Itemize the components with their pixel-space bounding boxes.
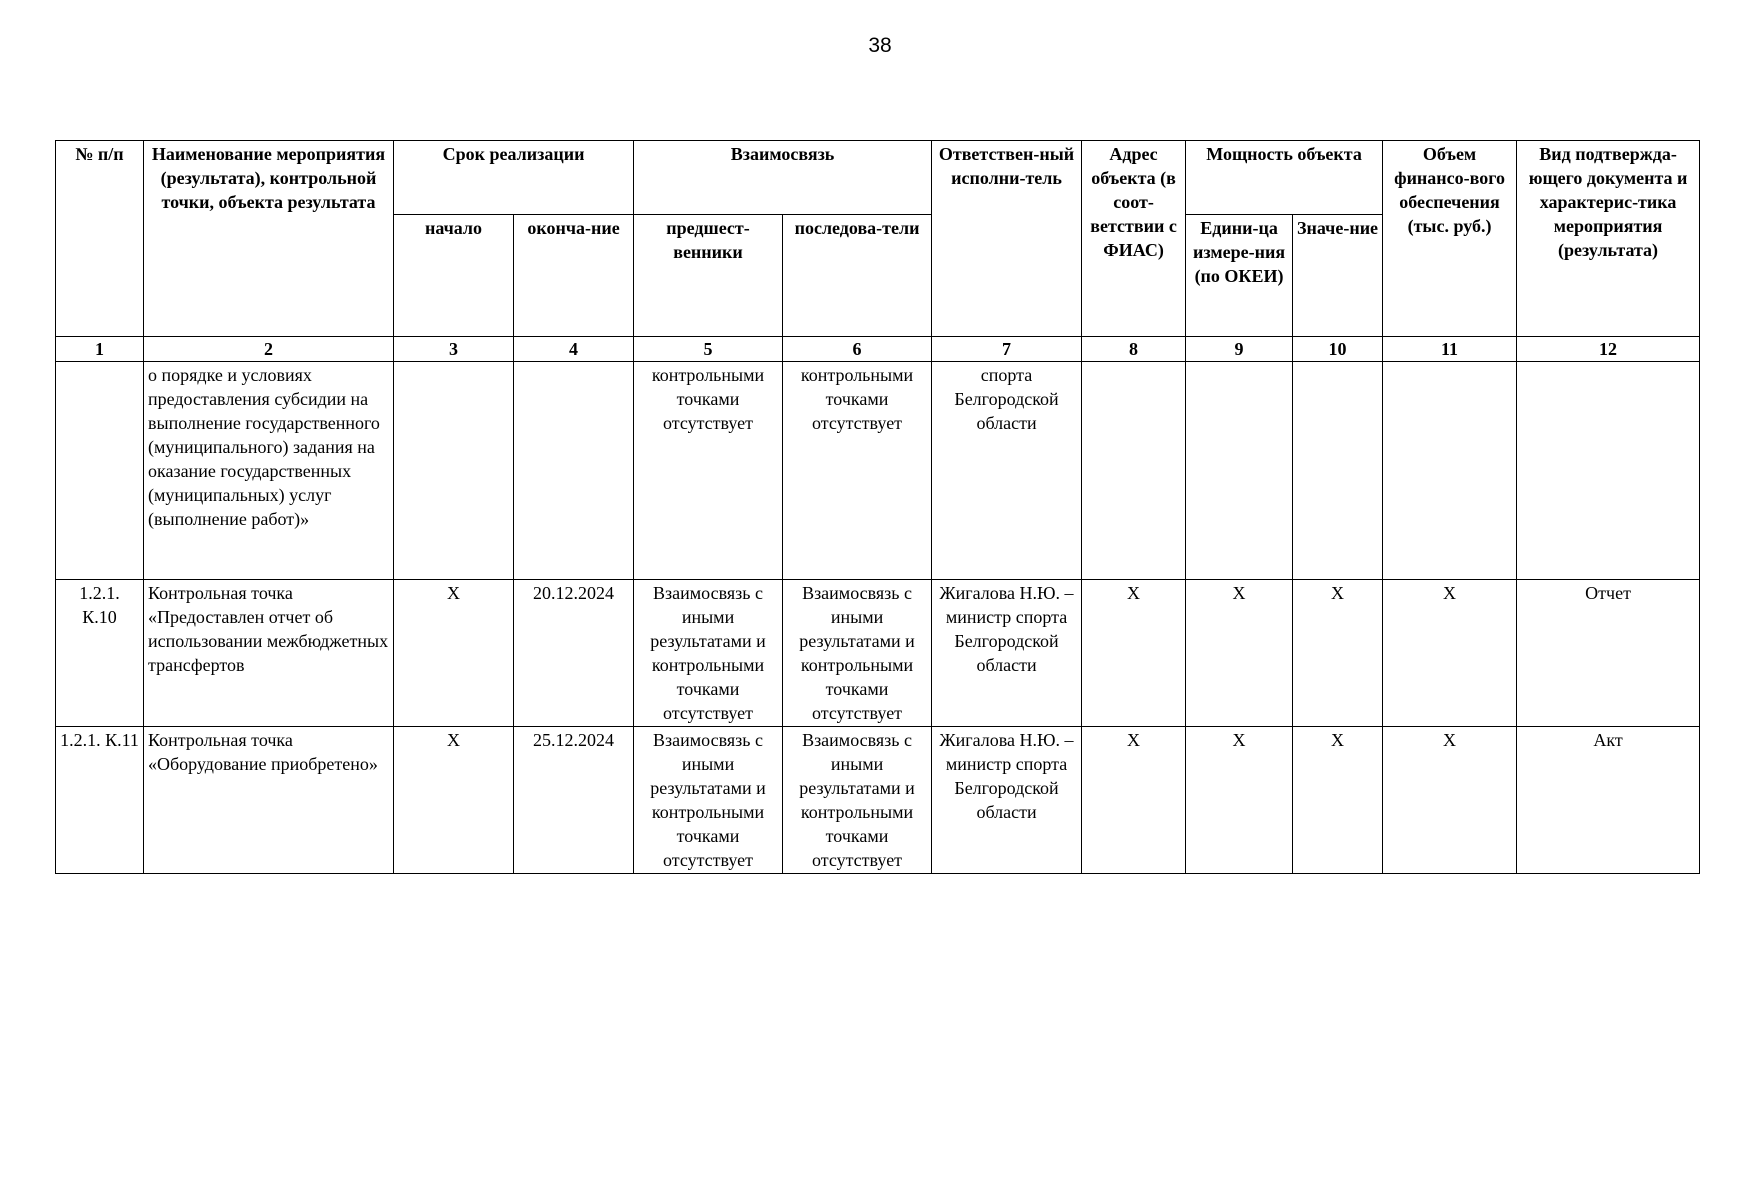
header-link-succ: последова-тели [783, 215, 932, 337]
row-value: X [1293, 727, 1383, 874]
row-document: Отчет [1517, 580, 1700, 727]
row-address [1082, 362, 1186, 580]
row-executor: спорта Белгородской области [932, 362, 1082, 580]
column-number: 3 [394, 337, 514, 362]
row-financing [1383, 362, 1517, 580]
plan-table [55, 140, 1700, 874]
column-number: 7 [932, 337, 1082, 362]
header-document: Вид подтвержда-ющего документа и характерис-тика мероприятия (результата) [1517, 141, 1700, 337]
row-financing: X [1383, 727, 1517, 874]
row-start: X [394, 580, 514, 727]
row-address: X [1082, 727, 1186, 874]
row-successors: Взаимосвязь с иными результатами и контрольными точками отсутствует [783, 580, 932, 727]
header-term-end: оконча-ние [514, 215, 634, 337]
row-start [394, 362, 514, 580]
row-predecessors: Взаимосвязь с иными результатами и контрольными точками отсутствует [634, 580, 783, 727]
header-link-group: Взаимосвязь [634, 141, 932, 215]
row-name: Контрольная точка «Оборудование приобретено» [144, 727, 394, 874]
row-executor: Жигалова Н.Ю. – министр спорта Белгородской области [932, 580, 1082, 727]
row-end: 25.12.2024 [514, 727, 634, 874]
header-num: № п/п [56, 141, 144, 337]
row-document: Акт [1517, 727, 1700, 874]
row-end: 20.12.2024 [514, 580, 634, 727]
row-address: X [1082, 580, 1186, 727]
header-term-group: Срок реализации [394, 141, 634, 215]
header-capacity-unit: Едини-ца измере-ния (по ОКЕИ) [1186, 215, 1293, 337]
row-predecessors: контрольными точками отсутствует [634, 362, 783, 580]
row-start: X [394, 727, 514, 874]
column-number: 8 [1082, 337, 1186, 362]
column-number: 6 [783, 337, 932, 362]
column-number: 11 [1383, 337, 1517, 362]
column-number-row [56, 337, 1700, 362]
row-number: 1.2.1. К.11 [56, 727, 144, 874]
header-executor: Ответствен-ный исполни-тель [932, 141, 1082, 337]
row-financing: X [1383, 580, 1517, 727]
row-end [514, 362, 634, 580]
column-number: 4 [514, 337, 634, 362]
header-link-pred: предшест-венники [634, 215, 783, 337]
row-successors: Взаимосвязь с иными результатами и контрольными точками отсутствует [783, 727, 932, 874]
row-document [1517, 362, 1700, 580]
column-number: 2 [144, 337, 394, 362]
row-predecessors: Взаимосвязь с иными результатами и контрольными точками отсутствует [634, 727, 783, 874]
row-unit: X [1186, 727, 1293, 874]
header-capacity-group: Мощность объекта [1186, 141, 1383, 215]
row-number [56, 362, 144, 580]
table-row [56, 362, 1700, 580]
header-name: Наименование мероприятия (результата), контрольной точки, объекта результата [144, 141, 394, 337]
column-number: 12 [1517, 337, 1700, 362]
row-name: о порядке и условиях предоставления субсидии на выполнение государственного (муниципального) задания на оказание государственных (муниципальных) услуг (выполнение работ)» [144, 362, 394, 580]
column-number: 1 [56, 337, 144, 362]
header-term-start: начало [394, 215, 514, 337]
header-capacity-value: Значе-ние [1293, 215, 1383, 337]
row-name: Контрольная точка «Предоставлен отчет об использовании межбюджетных трансфертов [144, 580, 394, 727]
row-unit [1186, 362, 1293, 580]
row-value: X [1293, 580, 1383, 727]
page-number: 38 [868, 34, 892, 57]
row-successors: контрольными точками отсутствует [783, 362, 932, 580]
table-row [56, 727, 1700, 874]
column-number: 9 [1186, 337, 1293, 362]
row-value [1293, 362, 1383, 580]
header-financing: Объем финансо-вого обеспечения (тыс. руб.) [1383, 141, 1517, 337]
header-address: Адрес объекта (в соот-ветствии с ФИАС) [1082, 141, 1186, 337]
row-unit: X [1186, 580, 1293, 727]
column-number: 5 [634, 337, 783, 362]
table-row [56, 580, 1700, 727]
column-number: 10 [1293, 337, 1383, 362]
row-number: 1.2.1. К.10 [56, 580, 144, 727]
row-executor: Жигалова Н.Ю. – министр спорта Белгородской области [932, 727, 1082, 874]
